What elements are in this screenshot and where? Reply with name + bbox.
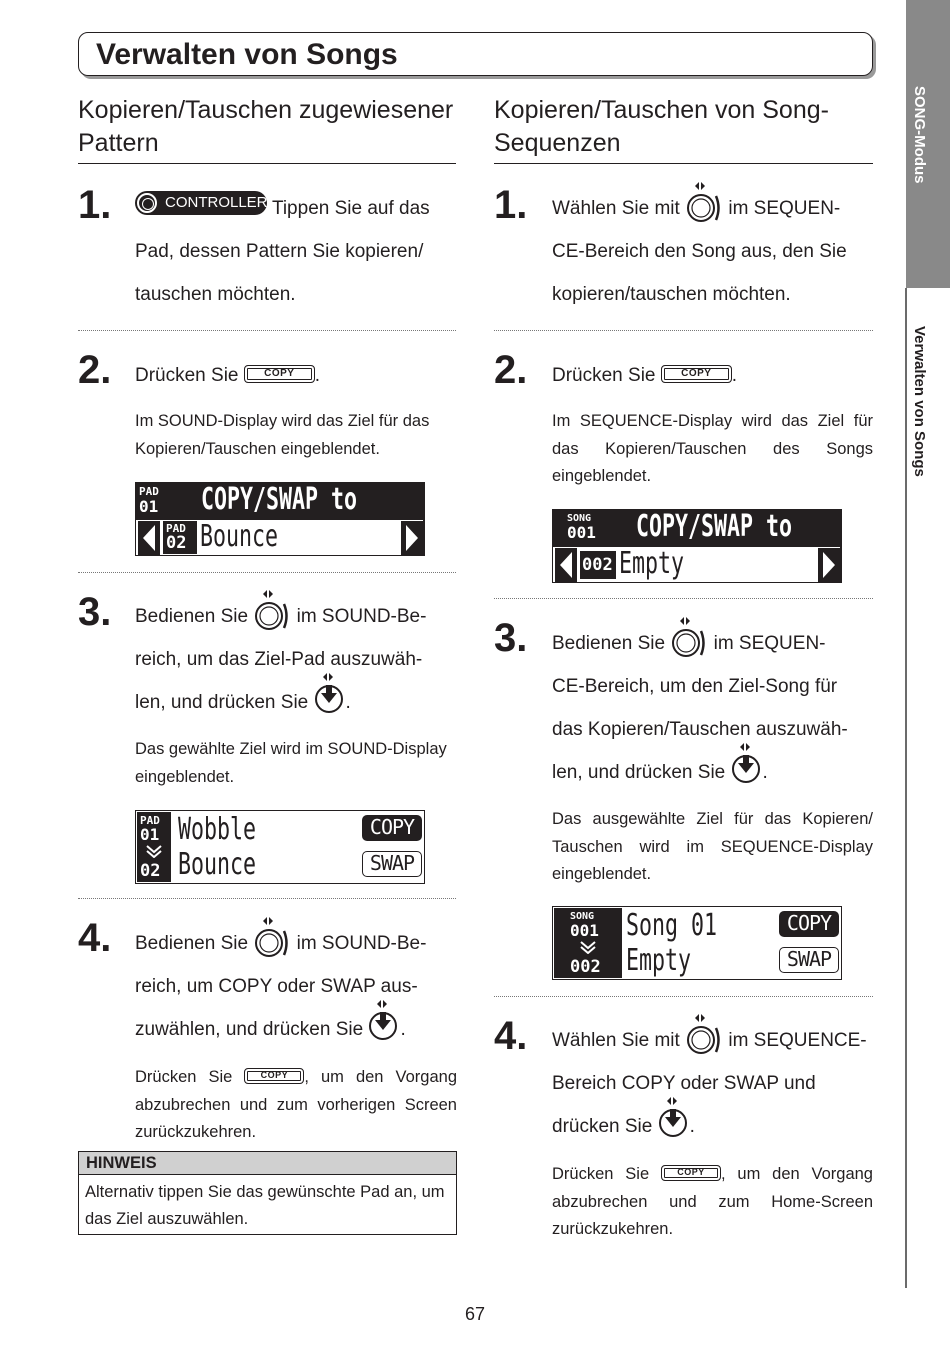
right-step2-note: Im SEQUENCE-Display wird das Ziel für das Kopieren/Tauschen des Songs eingeblendet. bbox=[552, 412, 873, 485]
right-step2-number: 2. bbox=[494, 348, 528, 392]
side-tab-divider bbox=[905, 288, 907, 1288]
left-step4-line3: zuwählen, und drücken Sie . bbox=[135, 1008, 406, 1052]
right-step3-line3: das Kopieren/Tauschen auszuwäh- bbox=[552, 719, 848, 740]
right-step1-line2: CE-Bereich den Song aus, den Sie bbox=[552, 241, 847, 262]
double-chevron-down-icon bbox=[579, 940, 597, 954]
page-title: Verwalten von Songs bbox=[96, 38, 398, 71]
left-arrow-icon bbox=[555, 548, 577, 582]
right-step2-line1: Drücken Sie COPY . bbox=[552, 365, 738, 386]
right-step4-line2: Bereich COPY oder SWAP und bbox=[552, 1073, 816, 1094]
copy-key-icon: COPY bbox=[244, 1068, 304, 1084]
sound-display-target: PAD 01 02 Wobble Bounce COPY SWAP bbox=[135, 810, 425, 884]
right-step4-line1: Wählen Sie mit im SEQUENCE- bbox=[552, 1019, 867, 1063]
divider bbox=[494, 330, 873, 331]
right-step4-number: 4. bbox=[494, 1014, 528, 1058]
sequence-dial-icon bbox=[685, 1012, 723, 1056]
divider bbox=[78, 572, 456, 573]
copy-key-icon: COPY bbox=[244, 365, 315, 383]
left-column-heading: Kopieren/Tauschen zugewiesener Pattern bbox=[78, 94, 456, 164]
right-step1-line1: Wählen Sie mit im SEQUEN- bbox=[552, 187, 840, 231]
controller-icon: CONTROLLER bbox=[135, 191, 267, 215]
hint-text: Alternativ tippen Sie das gewünschte Pad an, um das Ziel auszuwählen. bbox=[85, 1183, 445, 1228]
double-chevron-down-icon bbox=[145, 844, 163, 858]
right-column-heading: Kopieren/Tauschen von Song-Sequenzen bbox=[494, 94, 873, 164]
dial-push-icon bbox=[368, 998, 400, 1042]
left-step4-line1: Bedienen Sie im SOUND-Be- bbox=[135, 922, 426, 966]
dial-push-icon bbox=[658, 1095, 690, 1139]
right-step1-line3: kopieren/tauschen möchten. bbox=[552, 284, 791, 305]
right-arrow-icon bbox=[818, 548, 840, 582]
right-step3-number: 3. bbox=[494, 616, 528, 660]
sequence-display-target: SONG 001 002 Song 01 Empty COPY SWAP bbox=[552, 906, 842, 980]
divider bbox=[494, 996, 873, 997]
left-step3-note: Das gewählte Ziel wird im SOUND-Display eingeblendet. bbox=[135, 740, 447, 786]
sound-dial-icon bbox=[253, 915, 291, 959]
page-number: 67 bbox=[464, 1304, 486, 1324]
left-step3-line1: Bedienen Sie im SOUND-Be- bbox=[135, 595, 426, 639]
left-step2-note: Im SOUND-Display wird das Ziel für das Kopieren/Tauschen eingeblendet. bbox=[135, 412, 430, 458]
right-step3-line1: Bedienen Sie im SEQUEN- bbox=[552, 622, 826, 666]
sequence-dial-icon bbox=[685, 180, 723, 224]
dial-push-icon bbox=[314, 671, 346, 715]
left-step1-line3: tauschen möchten. bbox=[135, 284, 296, 305]
page-title-box bbox=[78, 32, 873, 76]
side-tab-section: Verwalten von Songs bbox=[911, 326, 928, 477]
sound-dial-icon bbox=[253, 588, 291, 632]
left-step1-number: 1. bbox=[78, 183, 112, 227]
left-arrow-icon bbox=[138, 521, 160, 555]
right-step1-number: 1. bbox=[494, 183, 528, 227]
right-step3-line4: len, und drücken Sie . bbox=[552, 751, 768, 795]
divider bbox=[78, 330, 456, 331]
copy-key-icon: COPY bbox=[661, 365, 732, 383]
left-step4-note: Drücken Sie COPY , um den Vorgang abzubrechen und zum vorherigen Screen zurückzukehren. bbox=[135, 1068, 457, 1141]
divider bbox=[78, 898, 456, 899]
copy-key-icon: COPY bbox=[661, 1165, 721, 1181]
right-step3-note: Das ausgewählte Ziel für das Kopieren/ Tauschen wird im SEQUENCE-Display eingeblendet. bbox=[552, 810, 873, 883]
left-step1-line1: CONTROLLER Tippen Sie auf das bbox=[135, 187, 430, 230]
right-step4-note: Drücken Sie COPY , um den Vorgang abzubrechen und zum Home-Screen zurückzukehren. bbox=[552, 1165, 873, 1238]
divider bbox=[494, 598, 873, 599]
left-step2-number: 2. bbox=[78, 348, 112, 392]
dial-push-icon bbox=[731, 741, 763, 785]
right-step4-line3: drücken Sie . bbox=[552, 1105, 695, 1149]
hint-title: HINWEIS bbox=[79, 1152, 456, 1175]
right-step3-line2: CE-Bereich, um den Ziel-Song für bbox=[552, 676, 838, 697]
sequence-display-copy-swap: SONG 001 COPY/SWAP to 002 Empty bbox=[552, 509, 842, 583]
right-arrow-icon bbox=[401, 521, 423, 555]
left-step4-line2: reich, um COPY oder SWAP aus- bbox=[135, 976, 418, 997]
sound-display-copy-swap: PAD 01 COPY/SWAP to PAD 02 Bounce bbox=[135, 482, 425, 556]
sequence-dial-icon bbox=[670, 615, 708, 659]
side-tab-mode: SONG-Modus bbox=[911, 86, 928, 184]
left-step2-line1: Drücken Sie COPY . bbox=[135, 365, 321, 386]
left-step1-line2: Pad, dessen Pattern Sie kopieren/ bbox=[135, 241, 424, 262]
hint-box bbox=[78, 1151, 457, 1235]
left-step3-line2: reich, um das Ziel-Pad auszuwäh- bbox=[135, 649, 423, 670]
left-step4-number: 4. bbox=[78, 916, 112, 960]
left-step3-line3: len, und drücken Sie . bbox=[135, 681, 351, 725]
left-step3-number: 3. bbox=[78, 590, 112, 634]
